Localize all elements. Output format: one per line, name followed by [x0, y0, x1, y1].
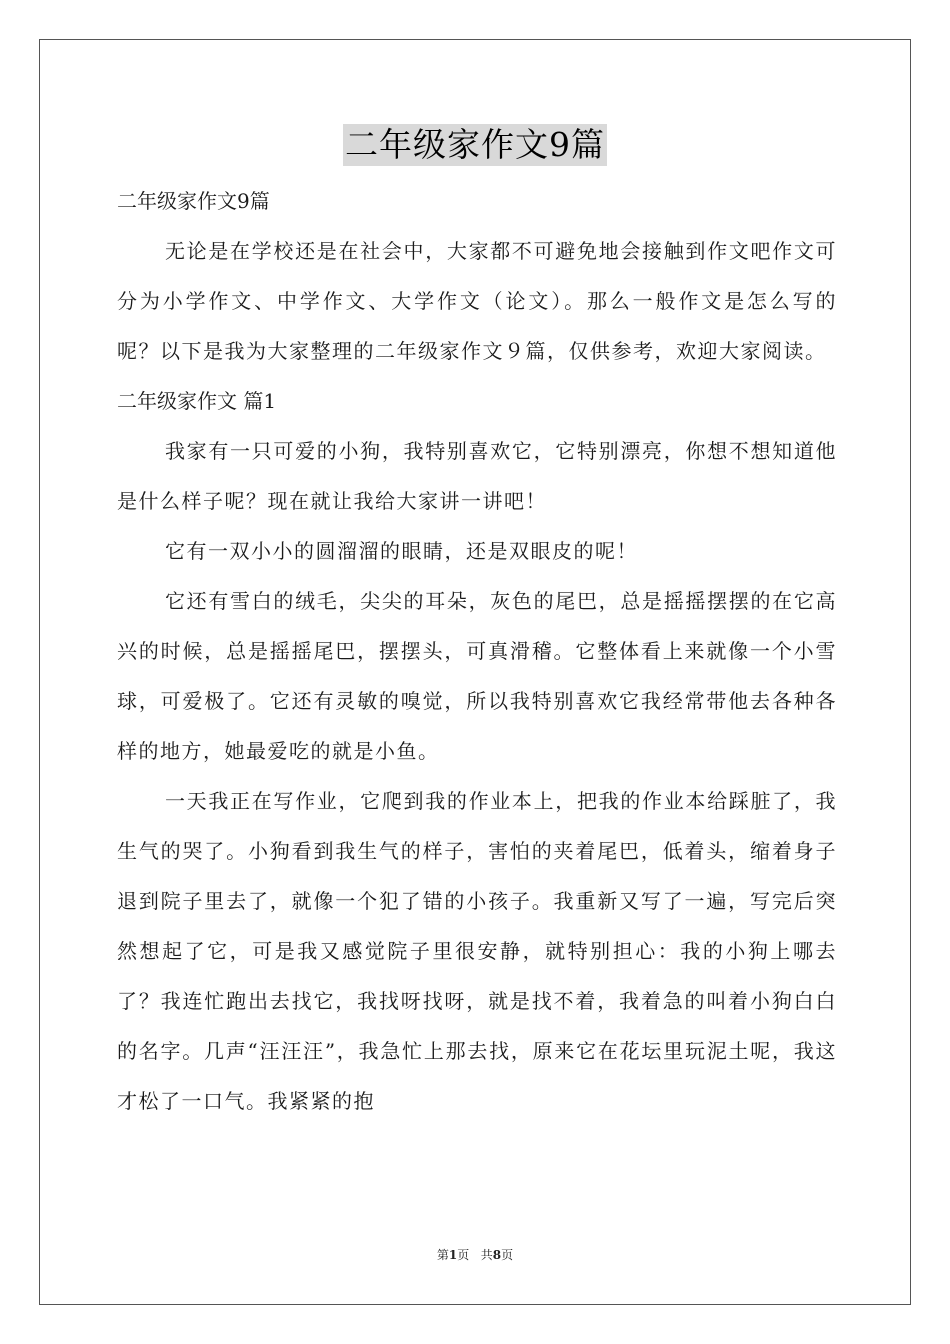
page-footer — [0, 1246, 950, 1263]
page-prefix: 第 — [436, 1248, 449, 1262]
document-subtitle: 二年级家作文9篇 — [117, 189, 270, 213]
body-paragraph: 一天我正在写作业，它爬到我的作业本上，把我的作业本给踩脏了，我生气的哭了。小狗看到我生气的样子，害怕的夹着尾巴，低着头，缩着身子退到院子里去了，就像一个犯了错的小孩子。我重新又写了一遍，写完后突然想起了它，可是我又感觉院子里很安静，就特别担心：我的小狗上哪去了？我连忙跑出去找它，我找呀找呀，就是找不着，我着急的叫着小狗白白的名字。几声“汪汪汪”，我急忙上那去找，原来它在花坛里玩泥土呢，我这才松了一口气。我紧紧的抱 — [117, 789, 837, 1113]
page-total: 8 — [492, 1248, 502, 1262]
body-paragraph: 它有一双小小的圆溜溜的眼睛，还是双眼皮的呢！ — [165, 539, 638, 563]
body-paragraph: 它还有雪白的绒毛，尖尖的耳朵，灰色的尾巴，总是摇摇摆摆的在它高兴的时候，总是摇摇尾巴，摆摆头，可真滑稽。它整体看上来就像一个小雪球，可爱极了。它还有灵敏的嗅觉，所以我特别喜欢它我经常带他去各种各样的地方，她最爱吃的就是小鱼。 — [117, 589, 837, 763]
document-title: 二年级家作文9篇 — [345, 125, 605, 164]
title-container — [0, 124, 950, 166]
intro-paragraph: 无论是在学校还是在社会中，大家都不可避免地会接触到作文吧作文可分为小学作文、中学作文、大学作文（论文）。那么一般作文是怎么写的呢？以下是我为大家整理的二年级家作文９篇，仅供参考，欢迎大家阅读。 — [117, 239, 837, 363]
section-heading: 二年级家作文 篇1 — [117, 389, 277, 413]
page-suffix: 页 — [457, 1248, 470, 1262]
total-suffix: 页 — [501, 1248, 514, 1262]
page-current: 1 — [448, 1248, 458, 1262]
total-prefix: 共 — [480, 1248, 493, 1262]
body-paragraph: 我家有一只可爱的小狗，我特别喜欢它，它特别漂亮，你想不想知道他是什么样子呢？现在就让我给大家讲一讲吧！ — [117, 439, 837, 513]
document-body — [117, 176, 837, 1126]
